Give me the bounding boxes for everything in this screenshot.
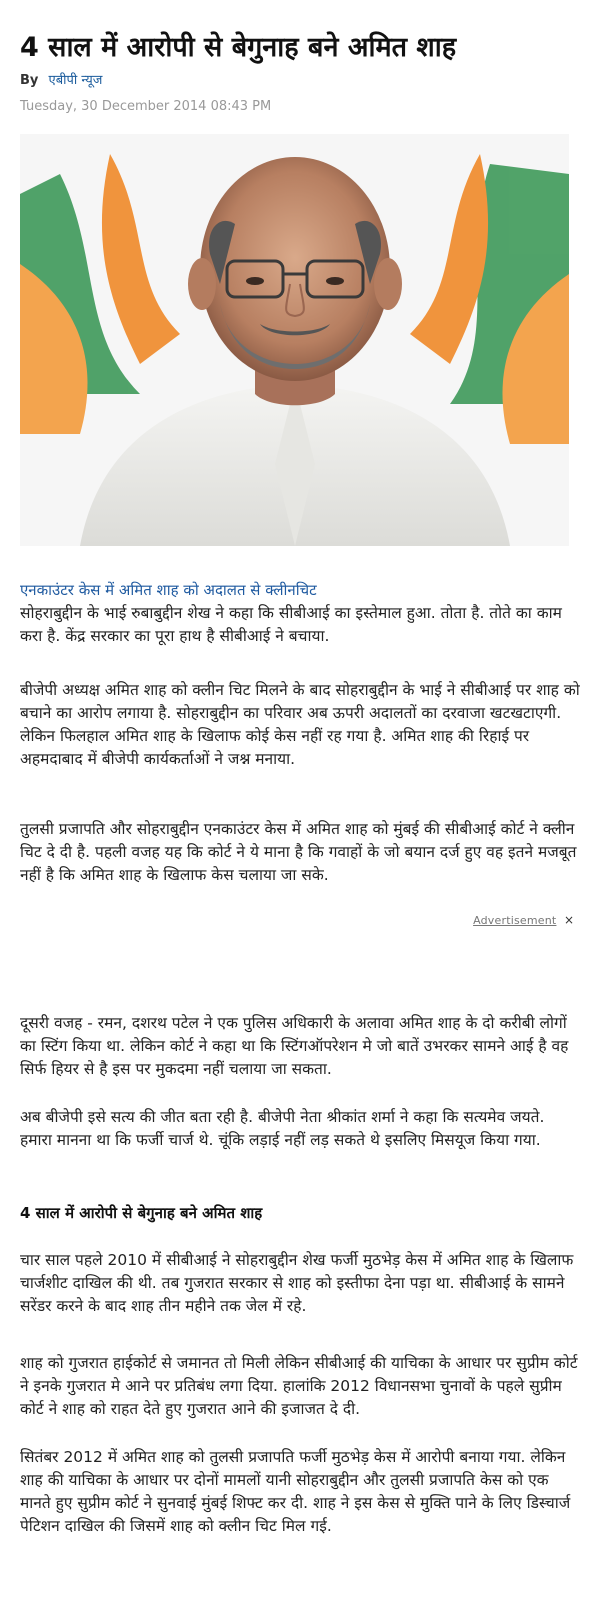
- article-paragraph: सितंबर 2012 में अमित शाह को तुलसी प्रजापति फर्जी मुठभेड़ केस में आरोपी बनाया गया. लेकिन शाह की याचिका के आधार पर दोनों मामलों यानी सोहराबुद्दीन और तुलसी प्रजापति केस को एक मानते हुए सुप्रीम कोर्ट ने सुनवाई मुंबई शिफ्ट कर दी. शाह ने इस केस से मुक्ति पाने के लिए डिस्चार्ज पेटिशन दाखिल की जिसमें शाह को क्लीन चिट मिल गई.: [20, 1448, 571, 1535]
- article-paragraph: अब बीजेपी इसे सत्य की जीत बता रही है. बीजेपी नेता श्रीकांत शर्मा ने कहा कि सत्यमेव जयते. हमारा मानना था कि फर्जी चार्ज थे. चूंकि लड़ाई नहीं लड़ सकते थे इसलिए मिसयूज किया गया.: [20, 1108, 545, 1149]
- hero-photo: [20, 134, 569, 546]
- article-paragraph: बीजेपी अध्यक्ष अमित शाह को क्लीन चिट मिलने के बाद सोहराबुद्दीन के भाई ने सीबीआई पर शाह को बचाने का आरोप लगाया है. सोहराबुद्दीन का परिवार अब ऊपरी अदालतों का दरवाजा खटखटाएगी. लेकिन फिलहाल अमित शाह के खिलाफ कोई केस नहीं रह गया है. अमित शाह की रिहाई पर अहमदाबाद में बीजेपी कार्यकर्ताओं ने जश्न मनाया.: [20, 681, 580, 768]
- image-caption: एनकाउंटर केस में अमित शाह को अदालत से क्लीनचिट: [20, 581, 317, 599]
- article-paragraph: शाह को गुजरात हाईकोर्ट से जमानत तो मिली लेकिन सीबीआई की याचिका के आधार पर सुप्रीम कोर्ट ने इनके गुजरात मे आने पर प्रतिबंध लगा दिया. हालांकि 2012 विधानसभा चुनावों के पहले सुप्रीम कोर्ट ने शाह को राहत देते हुए गुजरात आने की इजाजत दे दी.: [20, 1354, 578, 1418]
- article-paragraph: चार साल पहले 2010 में सीबीआई ने सोहराबुद्दीन शेख फर्जी मुठभेड़ केस में अमित शाह के खिलाफ चार्जशीट दाखिल की थी. तब गुजरात सरकार से शाह को इस्तीफा देना पड़ा था. सीबीआई के सामने सरेंडर करने के बाद शाह तीन महीने तक जेल में रहे.: [20, 1251, 574, 1315]
- advertisement-link[interactable]: Advertisement: [473, 914, 557, 927]
- byline-prefix: By: [20, 73, 39, 88]
- advertisement-label: [473, 913, 574, 927]
- byline: [20, 72, 102, 90]
- article-title: 4 साल में आरोपी से बेगुनाह बने अमित शाह: [20, 32, 457, 63]
- section-subheading: 4 साल में आरोपी से बेगुनाह बने अमित शाह: [20, 1204, 263, 1222]
- portrait-image: [20, 134, 569, 546]
- article-paragraph: दूसरी वजह - रमन, दशरथ पटेल ने एक पुलिस अधिकारी के अलावा अमित शाह के दो करीबी लोगों का स्टिंग किया था. लेकिन कोर्ट ने कहा था कि स्टिंगऑपरेशन मे जो बातें उभरकर सामने आई है वह सिर्फ हियर से है इस पर मुकदमा नहीं चलाया जा सकता.: [20, 1014, 569, 1078]
- close-icon[interactable]: ×: [563, 913, 574, 927]
- publish-date: Tuesday, 30 December 2014 08:43 PM: [20, 99, 272, 114]
- article-paragraph: सोहराबुद्दीन के भाई रुबाबुद्दीन शेख ने कहा कि सीबीआई का इस्तेमाल हुआ. तोता है. तोते का काम करा है. केंद्र सरकार का पूरा हाथ है सीबीआई ने बचाया.: [20, 604, 562, 645]
- article-paragraph: तुलसी प्रजापति और सोहराबुद्दीन एनकाउंटर केस में अमित शाह को मुंबई की सीबीआई कोर्ट ने क्लीन चिट दे दी है. पहली वजह यह कि कोर्ट ने ये माना है कि गवाहों के जो बयान दर्ज हुए वह इतने मजबूत नहीं है कि अमित शाह के खिलाफ केस चलाया जा सके.: [20, 820, 577, 884]
- author-link[interactable]: एबीपी न्यूज: [48, 73, 103, 88]
